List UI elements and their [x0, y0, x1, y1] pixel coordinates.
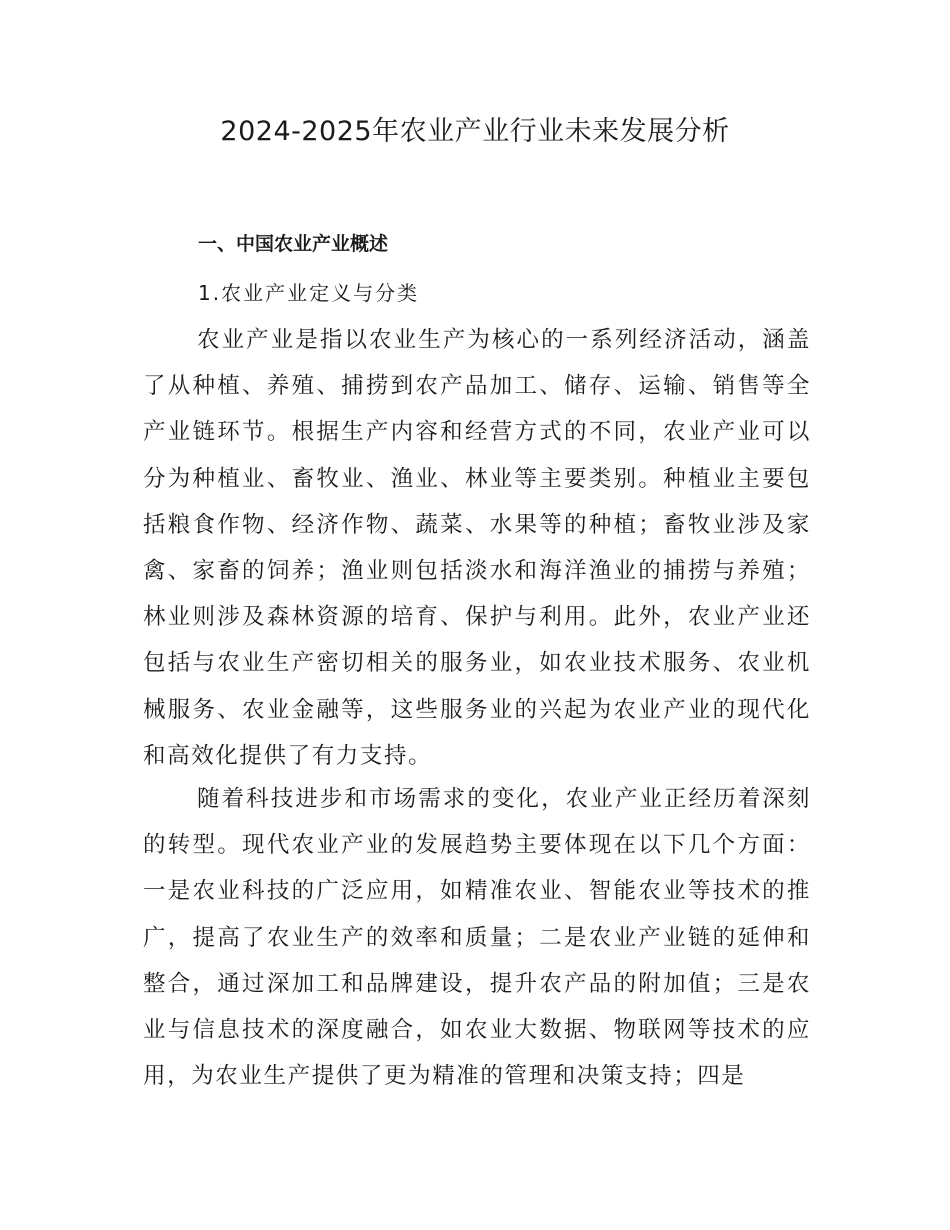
body-paragraph-1: 农业产业是指以农业生产为核心的一系列经济活动，涵盖了从种植、养殖、捕捞到农产品加工、储存、运输、销售等全产业链环节。根据生产内容和经营方式的不同，农业产业可以分为种植业、畜牧业、渔业、林业等主要类别。种植业主要包括粮食作物、经济作物、蔬菜、水果等的种植；畜牧业涉及家禽、家畜的饲养；渔业则包括淡水和海洋渔业的捕捞与养殖；林业则涉及森林资源的培育、保护与利用。此外，农业产业还包括与农业生产密切相关的服务业，如农业技术服务、农业机械服务、农业金融等，这些服务业的兴起为农业产业的现代化和高效化提供了有力支持。	[143, 327, 811, 769]
document-title: 2024-2025年农业产业行业未来发展分析	[220, 116, 730, 147]
body-paragraph-2: 随着科技进步和市场需求的变化，农业产业正经历着深刻的转型。现代农业产业的发展趋势主要体现在以下几个方面：一是农业科技的广泛应用，如精准农业、智能农业等技术的推广，提高了农业生产的效率和质量；二是农业产业链的延伸和整合，通过深加工和品牌建设，提升农产品的附加值；三是农业与信息技术的深度融合，如农业大数据、物联网等技术的应用，为农业生产提供了更为精准的管理和决策支持；四是	[143, 786, 811, 1090]
section-heading: 一、中国农业产业概述	[198, 233, 389, 255]
sub-heading: 1.农业产业定义与分类	[198, 281, 420, 305]
